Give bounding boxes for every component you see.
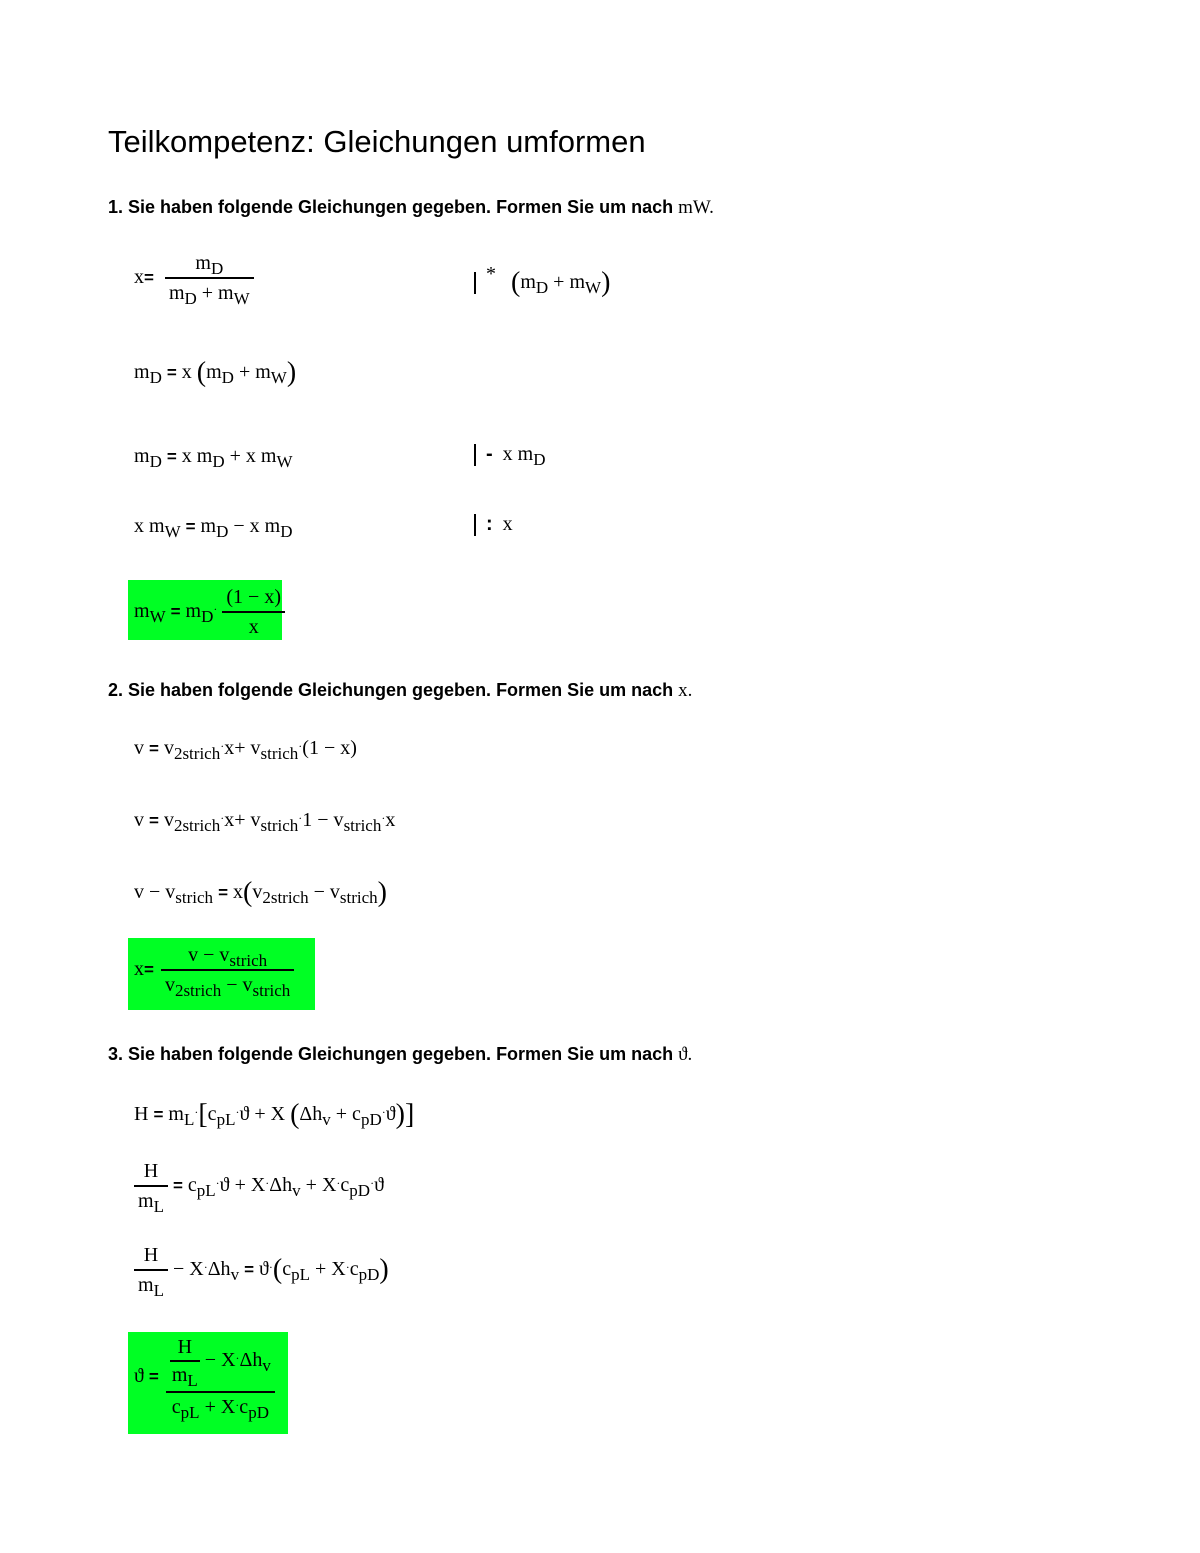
task-2-variable: x. [678, 680, 693, 701]
s2-equation-2: $v = v_{2strich}^\cdot x+ v_{strich}^\cdot 1 - v_{strich}^\cdot x$ [134, 809, 396, 835]
task-3-label: 3. Sie haben folgende Gleichungen gegeben. Formen Sie um nach [108, 1044, 674, 1064]
task-1-heading [108, 197, 714, 219]
s3-result: ϑ = $\frac{H}{m_L}$ − $X^\cdot\Delta h_v$ $c_{pL} + X^\cdot c_{pD}$ [134, 1336, 275, 1419]
s1-operation-4: : x [474, 514, 513, 536]
task-2-heading [108, 680, 692, 702]
s2-equation-3: $v - v_{strich} = x(v_{2strich} - v_{strich})$ [134, 877, 387, 908]
s1-operation-3: - x $m_D$ [474, 444, 546, 466]
s2-equation-1: $v = v_{2strich}^\cdot x+ v_{strich}^\cdot(1 - x)$ [134, 737, 357, 763]
s2-result: x= $\frac{v - v_{strich}}{v_{2strich} - v_{strich}}$ [134, 944, 294, 997]
task-1-variable: mW. [678, 197, 714, 218]
s1-equation-1: x= $\frac{m_D}{m_D + m_W}$ [134, 252, 254, 305]
task-1-label: 1. Sie haben folgende Gleichungen gegeben. Formen Sie um nach [108, 197, 674, 217]
s3-equation-2: $\frac{H}{m_L}$ = $c_{pL}^\cdot ϑ + X^\cdot\Delta h_v + X^\cdot c_{pD}^\cdot ϑ$ [134, 1160, 384, 1213]
task-3-variable: ϑ. [678, 1044, 693, 1065]
s1-equation-4: x $m_W = m_D - x$ $m_D$ [134, 515, 293, 541]
s1-result: $m_W = m_D^\cdot$ $\frac{(1 - x)}{x}$ [134, 586, 285, 639]
s1-equation-2: $m_D = x$ $(m_D + m_W)$ [134, 357, 297, 388]
task-3-heading [108, 1044, 692, 1066]
task-2-label: 2. Sie haben folgende Gleichungen gegeben. Formen Sie um nach [108, 680, 674, 700]
s3-equation-1: $H = m_L^\cdot[c_{pL}^\cdot ϑ + X$ $(\Delta h_v + c_{pD}^\cdot ϑ)$] [134, 1099, 415, 1130]
s1-operation-1: * $(m_D + m_W)$ [474, 264, 610, 294]
s1-equation-3: $m_D = x$ $m_D + x$ $m_W$ [134, 445, 293, 471]
page-title: Teilkompetenz: Gleichungen umformen [108, 124, 646, 159]
s3-equation-3: $\frac{H}{m_L}$ − $X^\cdot\Delta h_v = ϑ^\cdot(c_{pL} + X^\cdot c_{pD})$ [134, 1244, 389, 1297]
